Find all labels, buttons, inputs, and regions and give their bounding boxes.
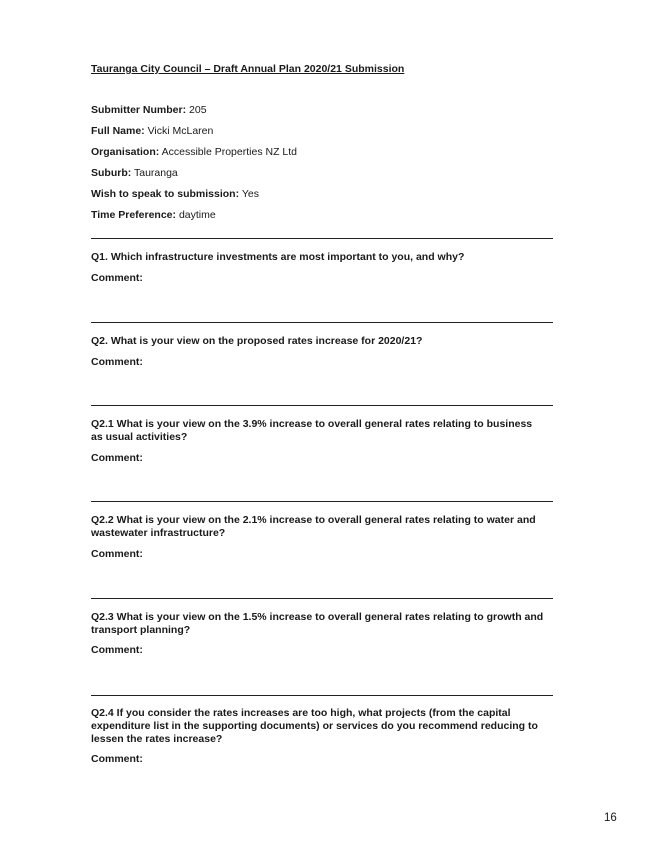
time-preference-label: Time Preference: [91,209,177,221]
full-name-label: Full Name: [91,125,145,137]
divider [91,322,553,323]
divider [91,405,553,406]
divider [91,598,553,599]
question-q2-2: Q2.2 What is your view on the 2.1% increase to overall general rates relating to water and wastewater infrastructure? [91,514,536,539]
document-title: Tauranga City Council – Draft Annual Plan 2020/21 Submission [91,63,405,75]
organisation-field [91,146,297,159]
divider [91,501,553,502]
divider [91,238,553,239]
question-q2-1: Q2.1 What is your view on the 3.9% increase to overall general rates relating to business as usual activities? [91,418,533,443]
speak-value: Yes [241,188,259,200]
comment-label: Comment: [91,548,143,560]
submitter-number-value: 205 [189,104,207,116]
suburb-value: Tauranga [133,167,178,179]
time-preference-field [91,209,216,222]
time-preference-value: daytime [178,209,216,221]
comment-label: Comment: [91,272,143,284]
comment-label: Comment: [91,753,143,765]
speak-label: Wish to speak to submission: [91,188,240,200]
question-q1: Q1. Which infrastructure investments are most important to you, and why? [91,251,465,263]
full-name-value: Vicki McLaren [147,125,214,137]
comment-label: Comment: [91,356,143,368]
question-q2: Q2. What is your view on the proposed rates increase for 2020/21? [91,335,423,347]
comment-label: Comment: [91,644,143,656]
comment-label: Comment: [91,452,143,464]
suburb-label: Suburb: [91,167,132,179]
suburb-field [91,167,178,180]
page-number: 16 [604,812,617,824]
speak-field [91,188,259,201]
submitter-number-field [91,104,207,117]
divider [91,695,553,696]
submitter-number-label: Submitter Number: [91,104,187,116]
full-name-field [91,125,213,138]
question-q2-4: Q2.4 If you consider the rates increases are too high, what projects (from the capital expenditure list in the supporting documents) or services do you recommend reducing to lessen the rates increase? [91,707,538,745]
organisation-value: Accessible Properties NZ Ltd [161,146,297,158]
organisation-label: Organisation: [91,146,160,158]
question-q2-3: Q2.3 What is your view on the 1.5% increase to overall general rates relating to growth and transport planning? [91,611,544,636]
